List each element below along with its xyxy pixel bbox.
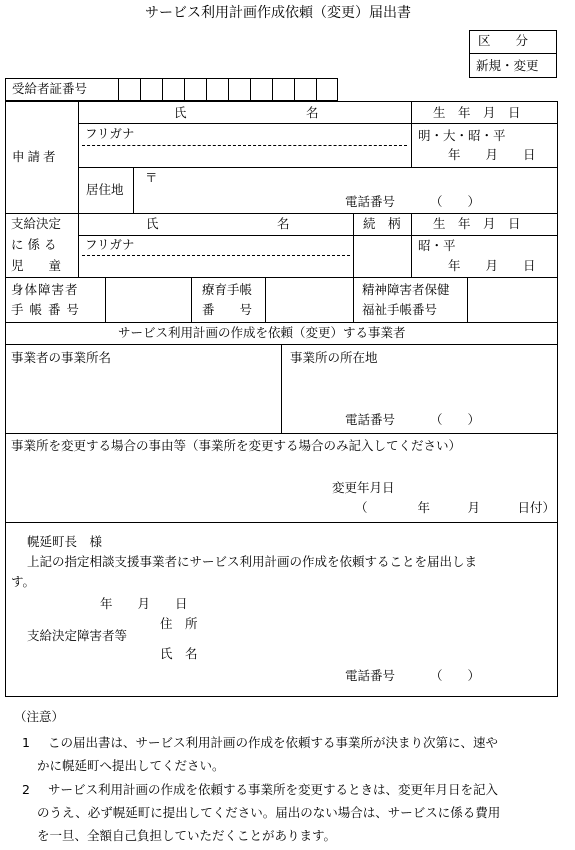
declaration-body-2: す。 [11, 574, 36, 589]
note-1-line-1: この届出書は、サービス利用計画の作成を依頼する事業所が決まり次第に、速や [48, 735, 499, 750]
declaration-name-input[interactable] [210, 645, 550, 663]
provider-address-input[interactable] [288, 370, 553, 408]
declaration-phone-label: 電話番号 [345, 668, 396, 683]
child-furigana-label: フリガナ [85, 237, 135, 252]
applicant-name-input[interactable] [82, 148, 407, 165]
declaration-applicant-label: 支給決定障害者等 [27, 628, 128, 643]
child-relation-input[interactable] [355, 237, 409, 275]
recipient-number-input[interactable] [118, 79, 338, 100]
note-2-line-1: サービス利用計画の作成を依頼する事業所を変更するときは、変更年月日を記入 [48, 782, 499, 797]
recipient-number-label: 受給者証番号 [12, 81, 88, 96]
provider-section-header: サービス利用計画の作成を依頼（変更）する事業者 [118, 325, 406, 340]
applicant-name-header: 氏 [174, 105, 187, 120]
mental-handbook-input[interactable] [469, 279, 556, 320]
change-date-label: 変更年月日 [332, 480, 395, 495]
kubun-value[interactable]: 新規・変更 [476, 58, 539, 73]
change-reason-input[interactable] [10, 458, 550, 478]
note-1-line-2: かに幌延町へ提出してください。 [37, 758, 225, 773]
child-label-1: 支給決定 [11, 216, 62, 231]
child-label-2: に係る [11, 237, 61, 252]
note-2-line-2: のうえ、必ず幌延町に提出してください。届出のない場合は、サービスに係る費用 [37, 805, 501, 820]
kubun-label: 区 分 [478, 33, 529, 48]
form-title: サービス利用計画作成依頼（変更）届出書 [145, 5, 411, 21]
applicant-phone-label: 電話番号 [345, 194, 396, 209]
child-label-3: 児 童 [11, 258, 62, 273]
applicant-era-options: 明・大・昭・平 [418, 128, 506, 143]
declaration-addressee: 幌延町長 様 [27, 534, 103, 549]
change-date-input[interactable]: （ 年 月 日付） [355, 500, 556, 515]
physical-handbook-input[interactable] [107, 279, 189, 320]
child-name-header-2: 名 [277, 216, 290, 231]
applicant-address-label: 居住地 [86, 182, 124, 197]
change-reason-label: 事業所を変更する場合の事由等（事業所を変更する場合のみ記入してください） [11, 438, 462, 453]
declaration-date[interactable]: 年 月 日 [100, 596, 188, 611]
declaration-body-1: 上記の指定相談支援事業者にサービス利用計画の作成を依頼することを届出しま [27, 554, 478, 569]
ryoiku-handbook-input[interactable] [267, 279, 351, 320]
applicant-furigana-label: フリガナ [85, 126, 135, 141]
physical-handbook-label-2: 手 帳 番 号 [11, 302, 80, 317]
child-birth-date[interactable]: 年 月 日 [448, 258, 536, 273]
declaration-name-label: 氏 名 [160, 646, 198, 661]
notes-heading: （注意） [14, 709, 65, 724]
child-era-options: 昭・平 [418, 238, 456, 253]
declaration-address-label: 住 所 [160, 616, 198, 631]
postal-mark: 〒 [145, 170, 158, 185]
declaration-address-input[interactable] [210, 615, 550, 633]
note-1-number: 1 [22, 735, 30, 750]
physical-handbook-label-1: 身体障害者 [11, 282, 79, 297]
provider-name-label: 事業者の事業所名 [11, 350, 112, 365]
applicant-phone-input[interactable]: （ ） [430, 194, 481, 209]
mental-handbook-label-1: 精神障害者保健 [362, 282, 450, 297]
provider-address-label: 事業所の所在地 [290, 350, 378, 365]
applicant-birth-date[interactable]: 年 月 日 [448, 147, 536, 162]
child-name-header: 氏 [146, 216, 159, 231]
applicant-name-header-2: 名 [306, 105, 319, 120]
child-birth-header: 生 年 月 日 [433, 216, 521, 231]
applicant-birth-header: 生 年 月 日 [433, 105, 521, 120]
ryoiku-handbook-label-1: 療育手帳 [202, 282, 253, 297]
note-2-line-3: を一旦、全額自己負担していただくことがあります。 [37, 828, 337, 843]
provider-phone-label: 電話番号 [345, 412, 396, 427]
note-2-number: 2 [22, 782, 30, 797]
declaration-phone-input[interactable]: （ ） [430, 668, 481, 683]
child-relation-header: 続 柄 [363, 216, 401, 231]
mental-handbook-label-2: 福祉手帳番号 [362, 302, 438, 317]
applicant-label: 申請者 [12, 149, 59, 164]
provider-phone-input[interactable]: （ ） [430, 412, 481, 427]
provider-name-input[interactable] [10, 370, 276, 428]
applicant-address-input[interactable] [160, 170, 550, 188]
ryoiku-handbook-label-2: 番 号 [202, 302, 253, 317]
child-name-input[interactable] [82, 258, 350, 275]
